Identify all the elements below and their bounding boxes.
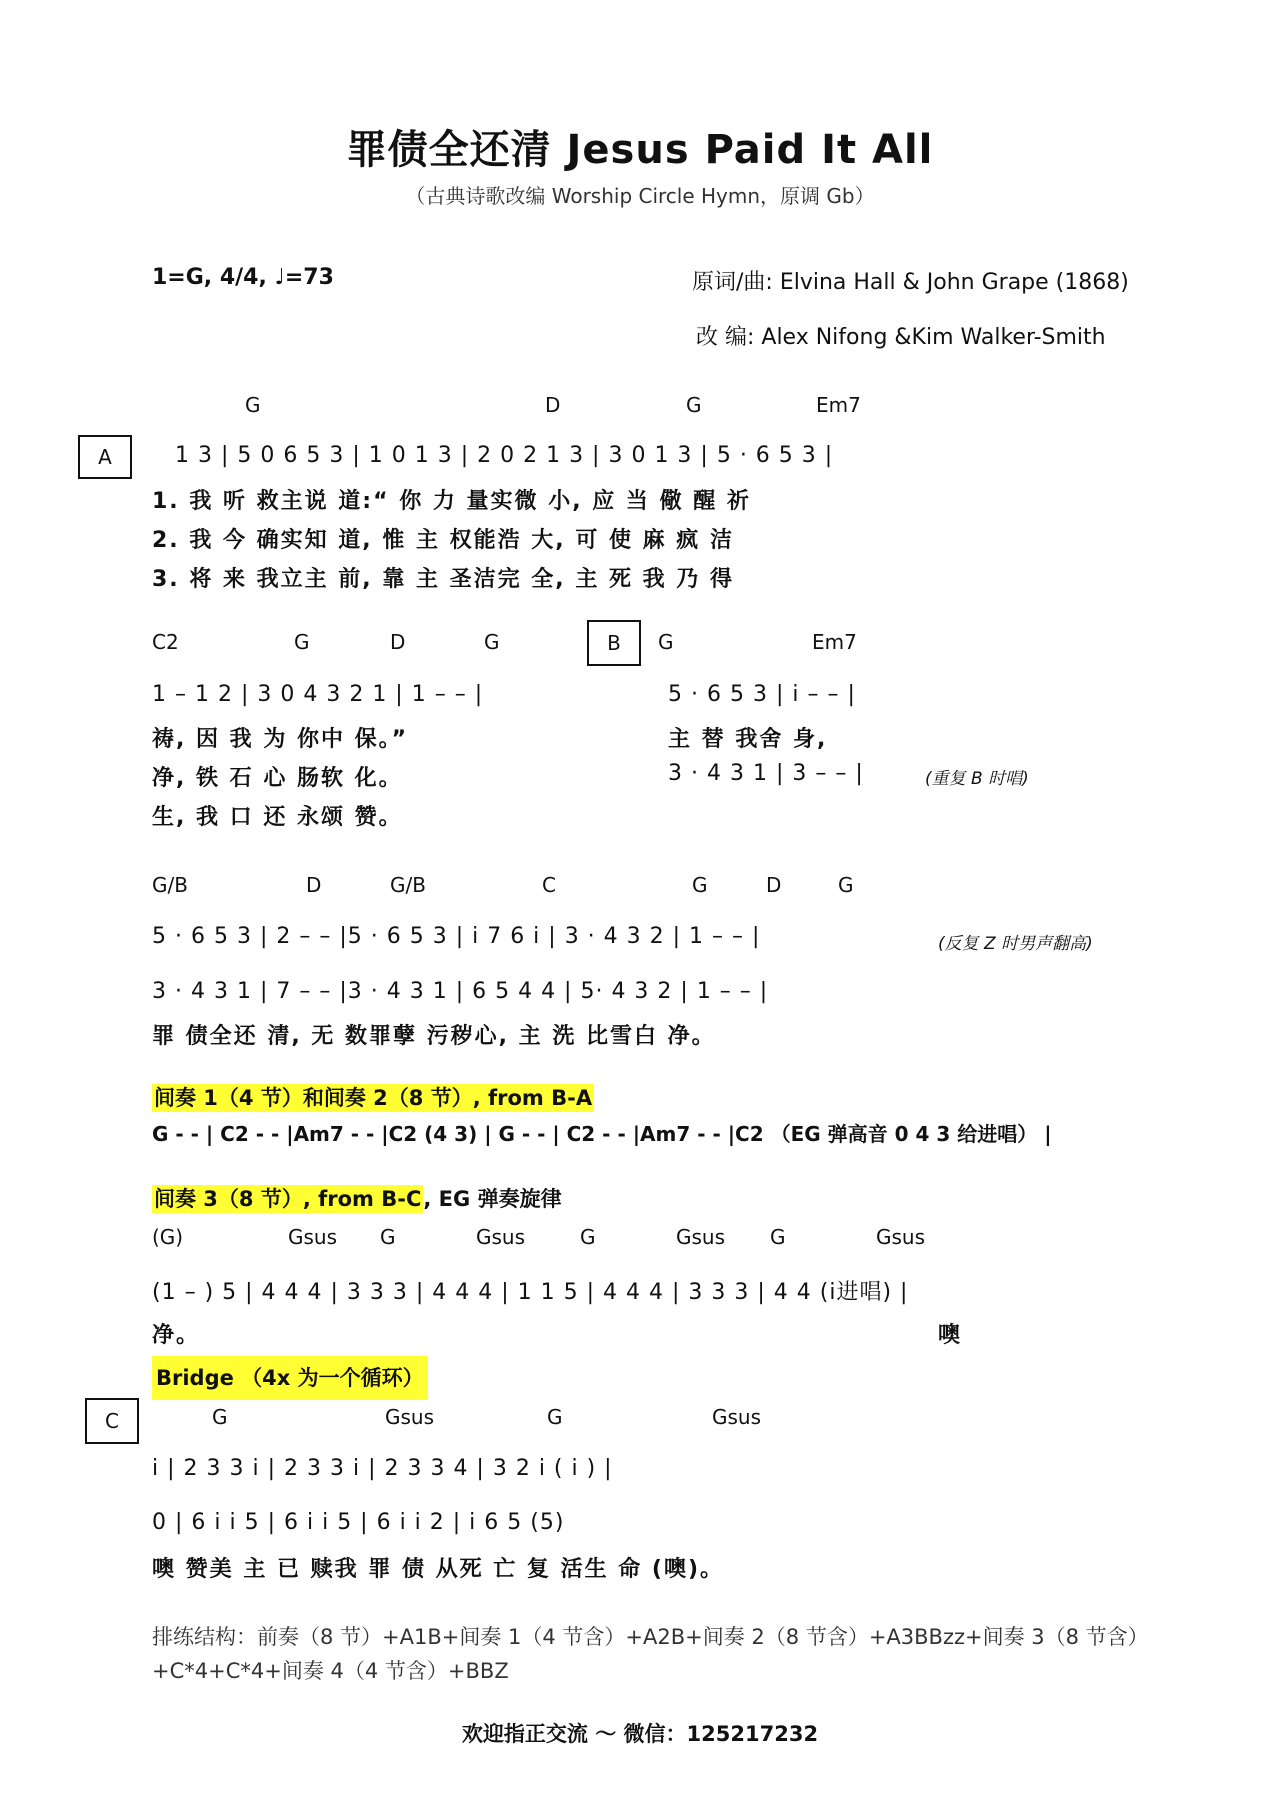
- chord: G: [212, 1405, 228, 1429]
- section-a-lyric-3: 3. 将 来 我立主 前, 靠 主 圣洁完 全, 主 死 我 乃 得: [152, 567, 734, 592]
- chorus-notes-1: 5 · 6 5 3 | 2 – – |5 · 6 5 3 | i 7 6 i | 3 · 4 3 2 | 1 – – |: [152, 924, 761, 949]
- chord: D: [306, 873, 322, 897]
- chord: D: [766, 873, 782, 897]
- chord: Gsus: [385, 1405, 435, 1429]
- chord: Gsus: [676, 1225, 726, 1249]
- chord: Gsus: [288, 1225, 338, 1249]
- chord: Gsus: [712, 1405, 762, 1429]
- contact-footer: 欢迎指正交流 ～ 微信：125217232: [461, 1722, 819, 1746]
- chorus-notes-2: 3 · 4 3 1 | 7 – – |3 · 4 3 1 | 6 5 4 4 | 5· 4 3 2 | 1 – – |: [152, 979, 769, 1004]
- chord: Em7: [812, 630, 857, 654]
- chord: G: [380, 1225, 396, 1249]
- chord: Gsus: [476, 1225, 526, 1249]
- chord: G: [245, 393, 261, 417]
- chord: G: [580, 1225, 596, 1249]
- chord: (G): [152, 1225, 184, 1249]
- interlude-12-heading-text: 间奏 1（4 节）和间奏 2（8 节）, from B-A: [154, 1086, 593, 1110]
- section-a-lyric-2: 2. 我 今 确实知 道, 惟 主 权能浩 大, 可 使 麻 疯 洁: [152, 528, 734, 553]
- chord: D: [390, 630, 406, 654]
- chord: Em7: [816, 393, 861, 417]
- chord: G: [692, 873, 708, 897]
- bridge-notes-2: 0 | 6 i i 5 | 6 i i 5 | 6 i i 2 | i 6 5 (5): [152, 1510, 565, 1535]
- chord: G: [658, 630, 674, 654]
- bridge-notes-1: i | 2 3 3 i | 2 3 3 i | 2 3 3 4 | 3 2 i ( i ) |: [152, 1456, 613, 1481]
- interlude-3-heading: [152, 1183, 562, 1213]
- chord: G: [686, 393, 702, 417]
- credit-composer: 原词/曲: Elvina Hall & John Grape (1868): [692, 270, 1129, 295]
- section-a-notes: 1 3 | 5 0 6 5 3 | 1 0 1 3 | 2 0 2 1 3 | 3 0 1 3 | 5 · 6 5 3 |: [175, 443, 834, 468]
- section-b-marker: B: [587, 620, 641, 666]
- bridge-heading-text: Bridge （4x 为一个循环）: [152, 1356, 428, 1400]
- chorus-lyrics: 罪 债全还 清, 无 数罪孽 污秽心, 主 洗 比雪白 净。: [152, 1024, 716, 1049]
- chord: G: [484, 630, 500, 654]
- interlude-12-line: G - - | C2 - - |Am7 - - |C2 (4 3) | G - - | C2 - - |Am7 - - |C2 （EG 弹高音 0 4 3 给进唱） |: [152, 1122, 1052, 1146]
- interlude-3-lyric-end: 噢: [938, 1323, 963, 1348]
- chord: C: [542, 873, 556, 897]
- section-b-notes: 5 · 6 5 3 | i – – |: [668, 682, 856, 707]
- bridge-lyrics: 噢 赞美 主 已 赎我 罪 债 从死 亡 复 活生 命 (噢)。: [152, 1557, 725, 1582]
- chord: D: [545, 393, 561, 417]
- section-b-lyric: 主 替 我舍 身,: [668, 727, 828, 752]
- chorus-repeat-note: (反复 Z 时男声翻高): [938, 934, 1093, 954]
- section-a-end-lyric-2: 净, 铁 石 心 肠软 化。: [152, 766, 403, 791]
- song-subtitle: （古典诗歌改编 Worship Circle Hymn，原调 Gb）: [405, 184, 875, 208]
- section-b-alt-notes: 3 · 4 3 1 | 3 – – |: [668, 761, 864, 786]
- song-title: 罪债全还清 Jesus Paid It All: [346, 127, 934, 173]
- section-a-end-lyric-1: 祷, 因 我 为 你中 保。”: [152, 727, 409, 752]
- section-a-end-lyric-3: 生, 我 口 还 永颂 赞。: [152, 805, 403, 830]
- chord: G: [294, 630, 310, 654]
- chord: G: [770, 1225, 786, 1249]
- chord: C2: [152, 630, 179, 654]
- chord: G: [838, 873, 854, 897]
- interlude-3-notes: (1 – ) 5 | 4 4 4 | 3 3 3 | 4 4 4 | 1 1 5 | 4 4 4 | 3 3 3 | 4 4 (i进唱) |: [152, 1280, 909, 1305]
- credit-arranger: 改 编: Alex Nifong &Kim Walker-Smith: [696, 325, 1106, 350]
- section-a-lyric-1: 1. 我 听 救主说 道:“ 你 力 量实微 小, 应 当 儆 醒 祈: [152, 489, 751, 514]
- interlude-3-heading-text: 间奏 3（8 节）, from B-C: [154, 1187, 422, 1211]
- key-tempo: 1=G, 4/4, ♩=73: [152, 265, 334, 290]
- chord: Gsus: [876, 1225, 926, 1249]
- interlude-12-heading: [152, 1082, 594, 1112]
- section-a-end-notes: 1 – 1 2 | 3 0 4 3 2 1 | 1 – – |: [152, 682, 484, 707]
- section-c-marker: C: [85, 1398, 139, 1444]
- section-a-marker: A: [78, 435, 132, 479]
- bridge-heading: [152, 1362, 428, 1392]
- chord: G/B: [390, 873, 426, 897]
- interlude-3-heading-tail: , EG 弹奏旋律: [423, 1187, 562, 1211]
- repeat-b-note: (重复 B 时唱): [925, 769, 1029, 789]
- chord: G: [547, 1405, 563, 1429]
- chord: G/B: [152, 873, 188, 897]
- interlude-3-lyric-start: 净。: [152, 1323, 201, 1348]
- structure-note: 排练结构：前奏（8 节）+A1B+间奏 1（4 节含）+A2B+间奏 2（8 节含）+A3BBzz+间奏 3（8 节含）+C*4+C*4+间奏 4（4 节含）+BBZ: [152, 1625, 1139, 1683]
